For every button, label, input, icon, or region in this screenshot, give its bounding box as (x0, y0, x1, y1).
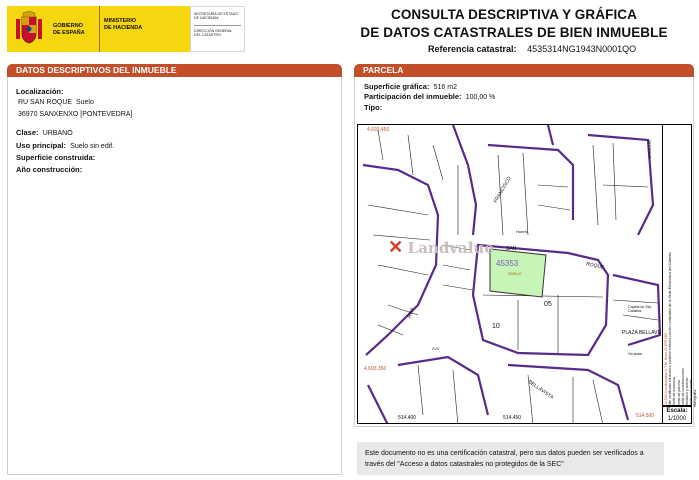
legend-line3: Límite de construcciones (680, 368, 685, 407)
street-rua: RUA (406, 307, 416, 319)
parcel-sub-label: SUELO (508, 271, 522, 276)
label-05: 05 (544, 301, 552, 308)
clase-row: Clase: URBANO (16, 128, 73, 137)
watermark-x-icon: ✕ (388, 237, 404, 257)
label-gruzam: Gruzám (628, 351, 643, 356)
street-francisco: FRANCISCO (492, 175, 513, 205)
tipo-label: Tipo: (364, 103, 383, 112)
address-line-2: 36970 SANXENXO [PONTEVEDRA] (18, 111, 133, 118)
scale-value: 1/1000 (667, 416, 687, 422)
document-title: CONSULTA DESCRIPTIVA Y GRÁFICA DE DATOS CATASTRALES DE BIEN INMUEBLE (360, 7, 668, 40)
legend-coords: 514,500 Coordenadas U.T.M. Huso 29 ETRS89 (664, 333, 668, 407)
street-roque: ROQUE (585, 261, 605, 271)
street-bellavista: BELLAVISTA (526, 379, 555, 401)
scale-label: Escala: (666, 408, 688, 414)
cadastral-map[interactable] (357, 124, 663, 424)
legend-line2: Límite de parcela (676, 380, 681, 407)
watermark: ✕ Landvalue (388, 237, 494, 257)
coord-bottom-left: 514.400 (398, 415, 417, 421)
legend-line4: Mobiliario y aceras (685, 377, 690, 407)
notice-line-1: Este documento no es una certificación catastral, pero sus datos pueden ser verificados a (365, 450, 644, 457)
gov-label: GOBIERNO DE ESPAÑA (53, 23, 85, 36)
secretaria-label: SECRETARÍA DE ESTADO DE HACIENDA DIRECCIÓN GENERAL DEL CATASTRO (190, 6, 245, 52)
street-san: SAN (506, 246, 517, 252)
localizacion-label: Localización: (16, 87, 64, 96)
coord-top: 4.693.450 (367, 127, 390, 133)
section-header-descriptive: DATOS DESCRIPTIVOS DEL INMUEBLE (7, 64, 342, 77)
section-header-parcela: PARCELA (354, 64, 694, 77)
ano-construccion-label: Año construcción: (16, 165, 83, 174)
superficie-construida-label: Superficie construida: (16, 153, 96, 162)
legend-line6: Hidrografía (693, 389, 698, 407)
street-plaza: PLAZA BELLAVE (622, 330, 661, 336)
label-10: 10 (492, 323, 500, 330)
participacion-row: Participación del inmueble: 100,00 % (364, 92, 496, 101)
label-2vv: 2VV (432, 346, 440, 351)
legend-footnote: Este certificado electrónico contiene enlaces con los contenidos de la Sede Electrónica del Catastro (668, 252, 673, 407)
label-huerto: Huerto (516, 229, 529, 234)
coord-bottom-right: 514.500 (636, 413, 655, 419)
uso-row: Uso principal: Suelo sin edif. (16, 141, 115, 150)
superficie-row: Superficie gráfica: 516 m2 (364, 82, 457, 91)
reference-row (428, 44, 636, 54)
label-capela: Capela do Sta. Catalina (628, 305, 652, 313)
parcel-number: 45353 (496, 259, 519, 268)
verification-notice (357, 442, 664, 475)
scale-box (663, 406, 692, 424)
address-line-1: RU SAN ROQUE Suelo (18, 99, 94, 106)
coord-bottom-mid: 514.450 (503, 415, 522, 421)
coord-left: 4.693.350 (364, 366, 387, 372)
coat-of-arms-icon (7, 6, 51, 52)
reference-label: Referencia catastral: (428, 44, 517, 54)
legend-strip (663, 124, 698, 407)
reference-value: 4535314NG1943N0001QO (527, 44, 637, 54)
notice-line-2: través del "Acceso a datos catastrales no protegidos de la SEC" (365, 461, 564, 468)
legend-rotated (664, 127, 698, 407)
legend-line1: Límite de manzana (672, 377, 677, 407)
legend-line5: Límite zona verde (689, 379, 694, 407)
ministry-label: MINISTERIO DE HACIENDA (99, 6, 245, 52)
label-mirador: MIRADOR (646, 140, 652, 159)
